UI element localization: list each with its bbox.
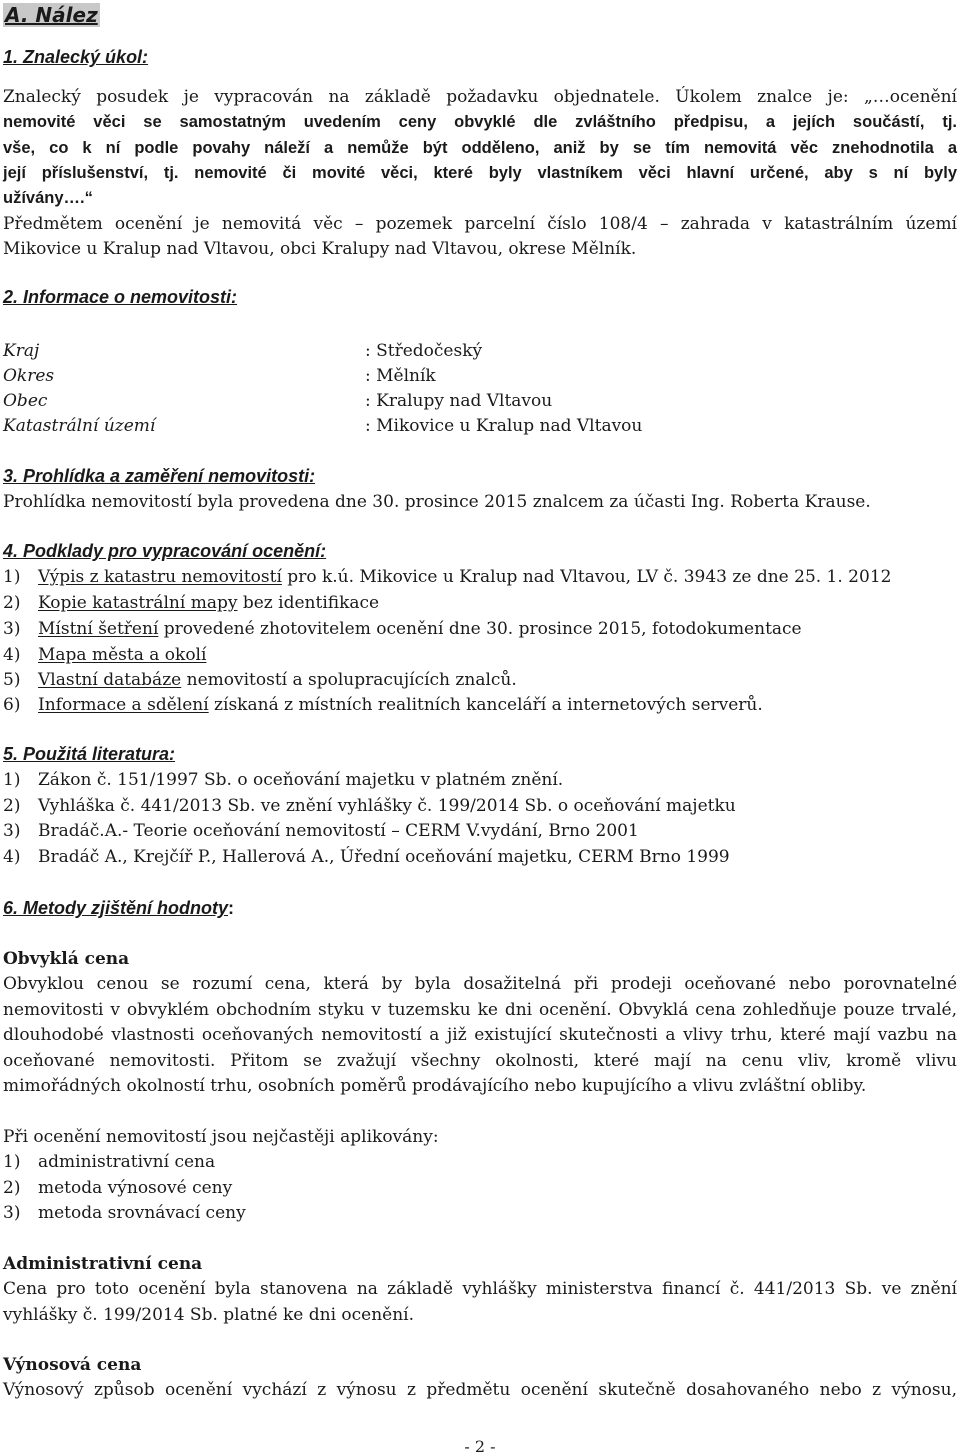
subheading-vynosova-cena: Výnosová cena [3,1355,142,1375]
list-item: 4) Mapa města a okolí [3,645,207,665]
page-number: - 2 - [464,1437,496,1456]
list-item: 2) metoda výnosové ceny [3,1178,233,1198]
info-value: : Mikovice u Kralup nad Vltavou [365,416,643,436]
heading-prohlidka: 3. Prohlídka a zaměření nemovitosti: [3,466,316,486]
info-label: Kraj [3,341,40,361]
info-value: : Kralupy nad Vltavou [365,391,553,411]
paragraph-line: Mikovice u Kralup nad Vltavou, obci Kralupy nad Vltavou, okrese Mělník. [3,239,637,259]
property-info-table [3,339,957,441]
info-label: Okres [3,366,55,386]
heading-podklady: 4. Podklady pro vypracování ocenění: [3,541,327,561]
list-item: 2) Vyhláška č. 441/2013 Sb. ve znění vyhlášky č. 199/2014 Sb. o oceňování majetku [3,796,736,816]
paragraph-line: vyhlášky č. 199/2014 Sb. platné ke dni ocenění. [3,1305,415,1325]
list-item: 3) Místní šetření provedené zhotovitelem ocenění dne 30. prosince 2015, fotodokumentace [3,619,802,639]
subheading-obvykla-cena: Obvyklá cena [3,949,130,969]
document-page [3,0,957,1456]
paragraph-line: mimořádných okolností trhu, osobních poměrů prodávajícího nebo kupujícího a vlivu zvláštní obliby. [3,1076,867,1096]
list-item: 4) Bradáč A., Krejčíř P., Hallerová A., Úřední oceňování majetku, CERM Brno 1999 [3,847,730,867]
section-title: A. Nález [5,3,98,27]
list-item: 1) administrativní cena [3,1152,216,1172]
list-item: 3) Bradáč.A.- Teorie oceňování nemovitostí – CERM V.vydání, Brno 2001 [3,821,639,841]
paragraph-line: oceňované nemovitosti. Přitom se zvažují všechny okolnosti, které mají na cenu vliv, kromě vlivu [3,1051,957,1071]
paragraph-line: Předmětem ocenění je nemovitá věc – pozemek parcelní číslo 108/4 – zahrada v katastrálním území [3,214,957,234]
paragraph-line: dlouhodobé vlastnosti oceňovaných nemovitostí a již existující skutečnosti a vlivy trhu, které mají vazbu na [3,1025,957,1045]
list-item: 2) Kopie katastrální mapy bez identifikace [3,593,380,613]
paragraph-line: Obvyklou cenou se rozumí cena, která by byla dosažitelná při prodeji oceňované nebo porovnatelné [3,974,957,994]
paragraph-line: nemovitosti v obvyklém obchodním styku v tuzemsku ke dni ocenění. Obvyklá cena zohledňuje pouze trvalé, [3,1000,957,1020]
heading-znalecky-ukol: 1. Znalecký úkol: [3,47,149,67]
heading-literatura: 5. Použitá literatura: [3,744,176,764]
heading-metody: 6. Metody zjištění hodnoty: [3,898,235,918]
heading-informace: 2. Informace o nemovitosti: [3,287,238,307]
info-value: : Mělník [365,366,436,386]
paragraph-line: Prohlídka nemovitostí byla provedena dne 30. prosince 2015 znalcem za účasti Ing. Roberta Krause. [3,492,871,512]
paragraph-line: Výnosový způsob ocenění vychází z výnosu z předmětu ocenění skutečně dosahovaného nebo z výnosu, [3,1380,957,1400]
info-label: Katastrální území [3,416,156,436]
paragraph-line: Znalecký posudek je vypracován na základě požadavku objednatele. Úkolem znalce je: „…ocenění [3,87,957,107]
paragraph-line: nemovité věci se samostatným uvedením ceny obvyklé dle zvláštního předpisu, a jejích součástí, tj. [3,113,957,131]
paragraph-line: její příslušenství, tj. nemovité či movité věci, které byly vlastníkem věci hlavní určené, aby s ní byly [3,164,957,182]
list-item: 1) Výpis z katastru nemovitostí pro k.ú. Mikovice u Kralup nad Vltavou, LV č. 3943 ze dne 25. 1. 2012 [3,567,892,587]
list-item: 1) Zákon č. 151/1997 Sb. o oceňování majetku v platném znění. [3,770,564,790]
subheading-administrativni-cena: Administrativní cena [3,1254,203,1274]
info-label: Obec [3,391,48,411]
paragraph-line: vše, co k ní podle povahy náleží a nemůže být odděleno, aniž by se tím nemovitá věc znehodnotila a [3,139,957,157]
paragraph-line: Při ocenění nemovitostí jsou nejčastěji aplikovány: [3,1127,439,1147]
list-item: 5) Vlastní databáze nemovitostí a spolupracujících znalců. [3,670,517,690]
list-item: 3) metoda srovnávací ceny [3,1203,246,1223]
paragraph-line: Cena pro toto ocenění byla stanovena na základě vyhlášky ministerstva financí č. 441/2013 Sb. ve znění [3,1279,957,1299]
paragraph-line: užívány….“ [3,189,93,207]
list-item: 6) Informace a sdělení získaná z místních realitních kanceláří a internetových serverů. [3,695,763,715]
info-value: : Středočeský [365,341,483,361]
